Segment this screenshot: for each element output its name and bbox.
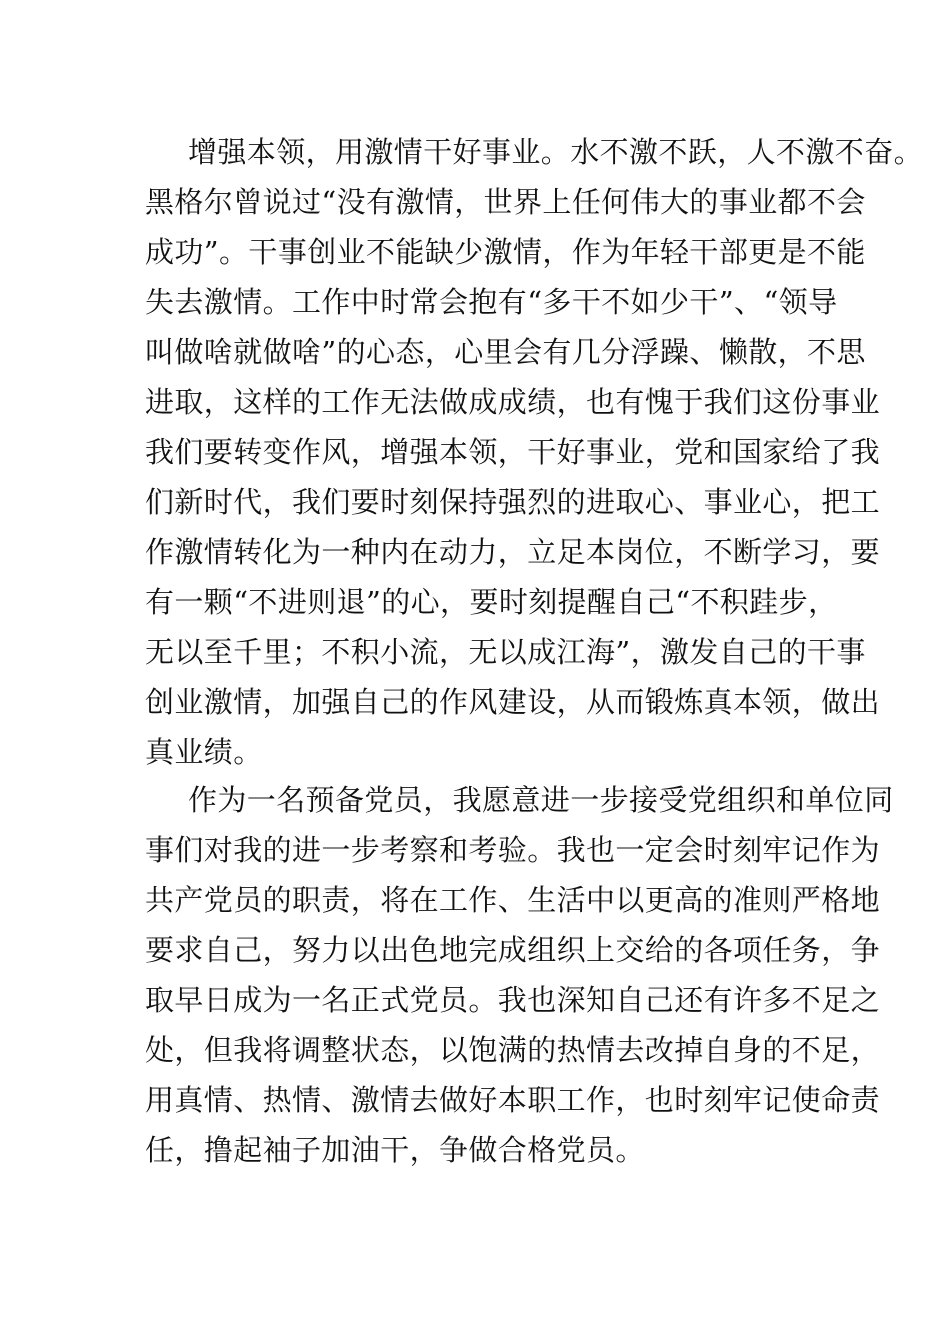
paragraph-2-line: 事们对我的进一步考察和考验。我也一定会时刻牢记作为	[145, 833, 881, 867]
paragraph-2-line: 处，但我将调整状态，以饱满的热情去改掉自身的不足，	[145, 1033, 881, 1067]
paragraph-1-line: 有一颗“不进则退”的心，要时刻提醒自己“不积跬步，	[145, 585, 838, 619]
paragraph-1-line: 们新时代，我们要时刻保持强烈的进取心、事业心，把工	[145, 485, 881, 519]
paragraph-1-line: 叫做啥就做啥”的心态，心里会有几分浮躁、懒散，不思	[145, 335, 866, 369]
paragraph-2-line: 取早日成为一名正式党员。我也深知自己还有许多不足之	[145, 983, 881, 1017]
paragraph-1-line: 成功”。干事创业不能缺少激情，作为年轻干部更是不能	[145, 235, 866, 269]
paragraph-1-line: 作激情转化为一种内在动力，立足本岗位，不断学习，要	[145, 535, 881, 569]
paragraph-2-line: 作为一名预备党员，我愿意进一步接受党组织和单位同	[188, 783, 894, 817]
paragraph-2-line: 用真情、热情、激情去做好本职工作，也时刻牢记使命责	[145, 1083, 881, 1117]
paragraph-2-line: 要求自己，努力以出色地完成组织上交给的各项任务，争	[145, 933, 881, 967]
paragraph-1-line: 增强本领，用激情干好事业。水不激不跃，人不激不奋。	[188, 135, 924, 169]
paragraph-1-line: 进取，这样的工作无法做成成绩，也有愧于我们这份事业	[145, 385, 881, 419]
paragraph-2-line: 任，撸起袖子加油干，争做合格党员。	[145, 1133, 645, 1167]
paragraph-1-line: 真业绩。	[145, 735, 263, 769]
paragraph-1-line: 无以至千里；不积小流，无以成江海”，激发自己的干事	[145, 635, 866, 669]
paragraph-2-line: 共产党员的职责，将在工作、生活中以更高的准则严格地	[145, 883, 881, 917]
paragraph-1-line: 失去激情。工作中时常会抱有“多干不如少干”、“领导	[145, 285, 838, 319]
paragraph-1-line: 创业激情，加强自己的作风建设，从而锻炼真本领，做出	[145, 685, 881, 719]
paragraph-1-line: 我们要转变作风，增强本领，干好事业，党和国家给了我	[145, 435, 881, 469]
paragraph-1-line: 黑格尔曾说过“没有激情，世界上任何伟大的事业都不会	[145, 185, 866, 219]
